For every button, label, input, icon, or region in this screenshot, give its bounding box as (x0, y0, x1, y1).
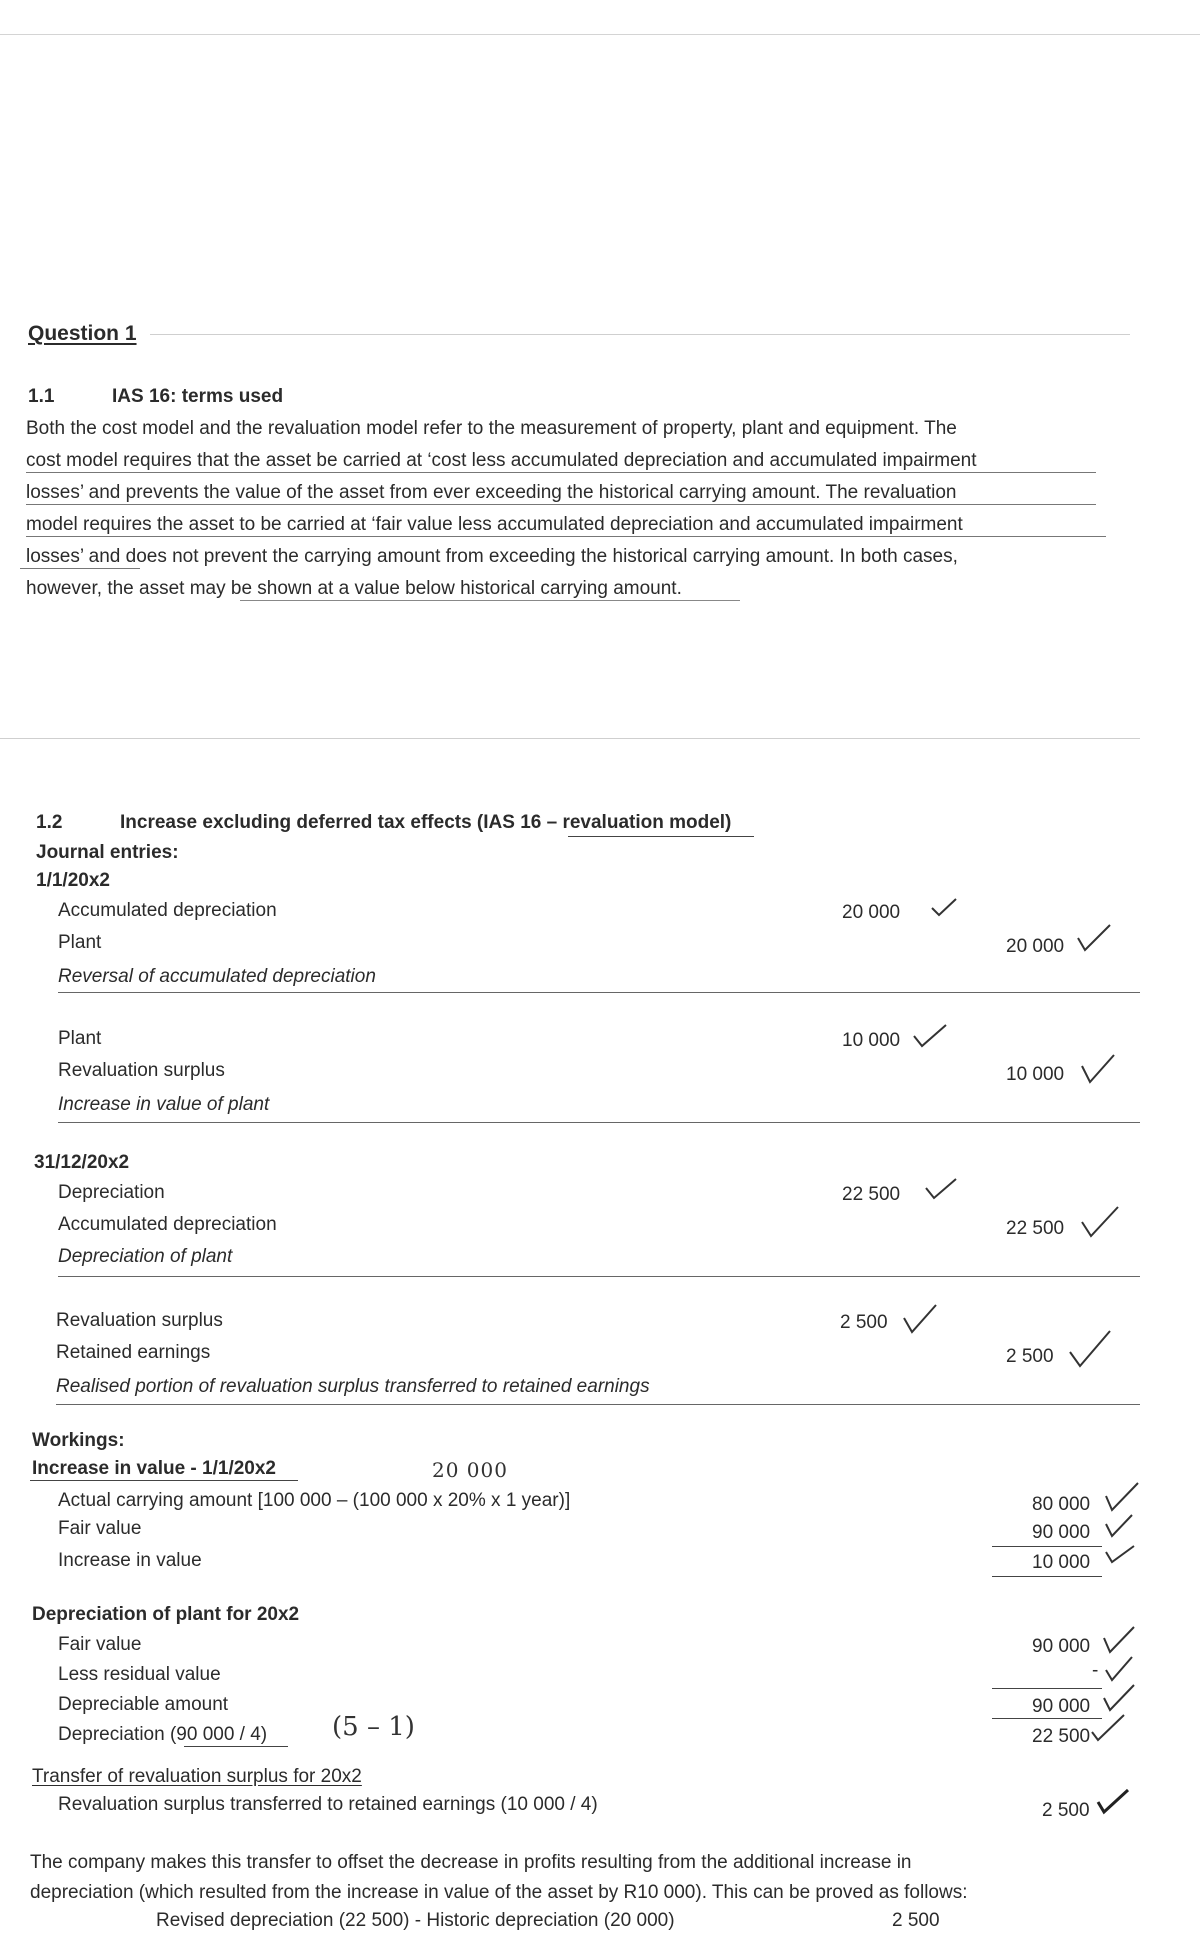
check-mark-icon (1068, 1328, 1112, 1370)
pen-underline (568, 836, 754, 837)
entry3-credit: 22 500 (1006, 1218, 1065, 1239)
entry-separator (56, 1404, 1140, 1405)
q11-line-1: Both the cost model and the revaluation model refer to the measurement of property, plant and equipment. The (26, 418, 957, 439)
pen-underline (240, 600, 740, 601)
date-2: 31/12/20x2 (34, 1152, 130, 1173)
q11-line-4: model requires the asset to be carried at ‘fair value less accumulated depreciation and accumulated impairment (26, 514, 963, 535)
check-mark-icon (930, 896, 958, 918)
check-mark-icon (1096, 1786, 1130, 1816)
entry2-debit-account: Plant (58, 1028, 102, 1049)
increase-title: Increase in value - 1/1/20x2 (32, 1458, 276, 1479)
proof-label: Revised depreciation (22 500) - Historic depreciation (20 000) (156, 1910, 675, 1931)
entry4-credit-account: Retained earnings (56, 1342, 211, 1363)
check-mark-icon (1102, 1682, 1136, 1714)
entry4-credit: 2 500 (1006, 1346, 1054, 1367)
check-mark-icon (924, 1176, 958, 1204)
entry1-narration: Reversal of accumulated depreciation (58, 966, 376, 987)
pen-underline (26, 504, 1096, 505)
top-scan-line (0, 34, 1200, 35)
depreciation-title: Depreciation of plant for 20x2 (32, 1604, 300, 1625)
entry3-narration: Depreciation of plant (58, 1246, 233, 1267)
check-mark-icon (1102, 1624, 1136, 1656)
check-mark-icon (902, 1302, 938, 1336)
journal-label: Journal entries: (36, 842, 179, 863)
entry1-credit-account: Plant (58, 932, 102, 953)
check-mark-icon (1104, 1540, 1136, 1566)
handwritten-note-increase: 20 000 (432, 1458, 508, 1482)
check-mark-icon (1076, 922, 1112, 954)
dep-row1-label: Fair value (58, 1634, 142, 1655)
entry4-debit-account: Revaluation surplus (56, 1310, 223, 1331)
check-mark-icon (1104, 1480, 1140, 1514)
dep-row4-label: Depreciation (90 000 / 4) (58, 1724, 268, 1745)
handwritten-note-life: (5 – 1) (332, 1712, 415, 1742)
entry4-debit: 2 500 (840, 1312, 888, 1333)
check-mark-icon (1080, 1204, 1120, 1240)
proof-value: 2 500 (892, 1910, 940, 1931)
entry1-debit-account: Accumulated depreciation (58, 900, 277, 921)
title-rule (150, 334, 1130, 335)
dep-row3-value: 90 000 (1032, 1696, 1091, 1717)
q12-heading: Increase excluding deferred tax effects (IAS 16 – revaluation model) (120, 812, 732, 833)
sum-rule (992, 1688, 1102, 1689)
conclusion-line-2: depreciation (which resulted from the increase in value of the asset by R10 000). This can be proved as follows: (30, 1882, 968, 1903)
entry4-narration: Realised portion of revaluation surplus transferred to retained earnings (56, 1376, 650, 1397)
question-title: Question 1 (28, 322, 137, 345)
sum-rule (992, 1546, 1102, 1547)
q11-line-5: losses’ and does not prevent the carrying amount from exceeding the historical carrying amount. In both cases, (26, 546, 958, 567)
pen-underline (30, 1480, 298, 1481)
increase-row1-value: 80 000 (1032, 1494, 1091, 1515)
increase-row3-label: Increase in value (58, 1550, 202, 1571)
entry3-debit: 22 500 (842, 1184, 901, 1205)
date-1: 1/1/20x2 (36, 870, 110, 891)
check-mark-icon (912, 1022, 948, 1050)
workings-label: Workings: (32, 1430, 125, 1451)
conclusion-line-1: The company makes this transfer to offset the decrease in profits resulting from the additional increase in (30, 1852, 912, 1873)
pen-underline (184, 1746, 288, 1747)
q11-line-6: however, the asset may be shown at a value below historical carrying amount. (26, 578, 682, 599)
check-mark-icon (1104, 1512, 1134, 1540)
entry2-narration: Increase in value of plant (58, 1094, 270, 1115)
dep-row3-label: Depreciable amount (58, 1694, 229, 1715)
check-mark-icon (1090, 1712, 1126, 1744)
increase-row1-label: Actual carrying amount [100 000 – (100 000 x 20% x 1 year)] (58, 1490, 571, 1511)
entry2-credit-account: Revaluation surplus (58, 1060, 225, 1081)
entry2-debit: 10 000 (842, 1030, 901, 1051)
entry1-credit: 20 000 (1006, 936, 1065, 957)
entry3-credit-account: Accumulated depreciation (58, 1214, 277, 1235)
pen-underline (26, 472, 1096, 473)
transfer-row-value: 2 500 (1042, 1800, 1090, 1821)
pen-underline (26, 536, 1106, 537)
transfer-row-label: Revaluation surplus transferred to retained earnings (10 000 / 4) (58, 1794, 598, 1815)
q12-number: 1.2 (36, 812, 63, 833)
increase-row3-value: 10 000 (1032, 1552, 1091, 1573)
entry-separator (58, 992, 1140, 993)
dep-row1-value: 90 000 (1032, 1636, 1091, 1657)
q11-line-2: cost model requires that the asset be carried at ‘cost less accumulated depreciation and accumulated impairment (26, 450, 977, 471)
check-mark-icon (1104, 1654, 1134, 1684)
dep-row2-value: - (1092, 1660, 1099, 1681)
pen-underline (20, 568, 140, 569)
check-mark-icon (1080, 1052, 1116, 1086)
dep-row2-label: Less residual value (58, 1664, 221, 1685)
dep-row4-value: 22 500 (1032, 1726, 1091, 1747)
entry3-debit-account: Depreciation (58, 1182, 165, 1203)
increase-row2-value: 90 000 (1032, 1522, 1091, 1543)
transfer-title: Transfer of revaluation surplus for 20x2 (32, 1766, 362, 1787)
q11-line-3: losses’ and prevents the value of the asset from ever exceeding the historical carrying amount. The revaluation (26, 482, 957, 503)
entry-separator (58, 1122, 1140, 1123)
q11-heading: IAS 16: terms used (112, 386, 284, 407)
entry-separator (58, 1276, 1140, 1277)
section-divider (0, 738, 1140, 739)
increase-row2-label: Fair value (58, 1518, 142, 1539)
sum-rule (992, 1718, 1102, 1719)
q11-number: 1.1 (28, 386, 55, 407)
entry2-credit: 10 000 (1006, 1064, 1065, 1085)
entry1-debit: 20 000 (842, 902, 901, 923)
total-rule (992, 1576, 1102, 1577)
